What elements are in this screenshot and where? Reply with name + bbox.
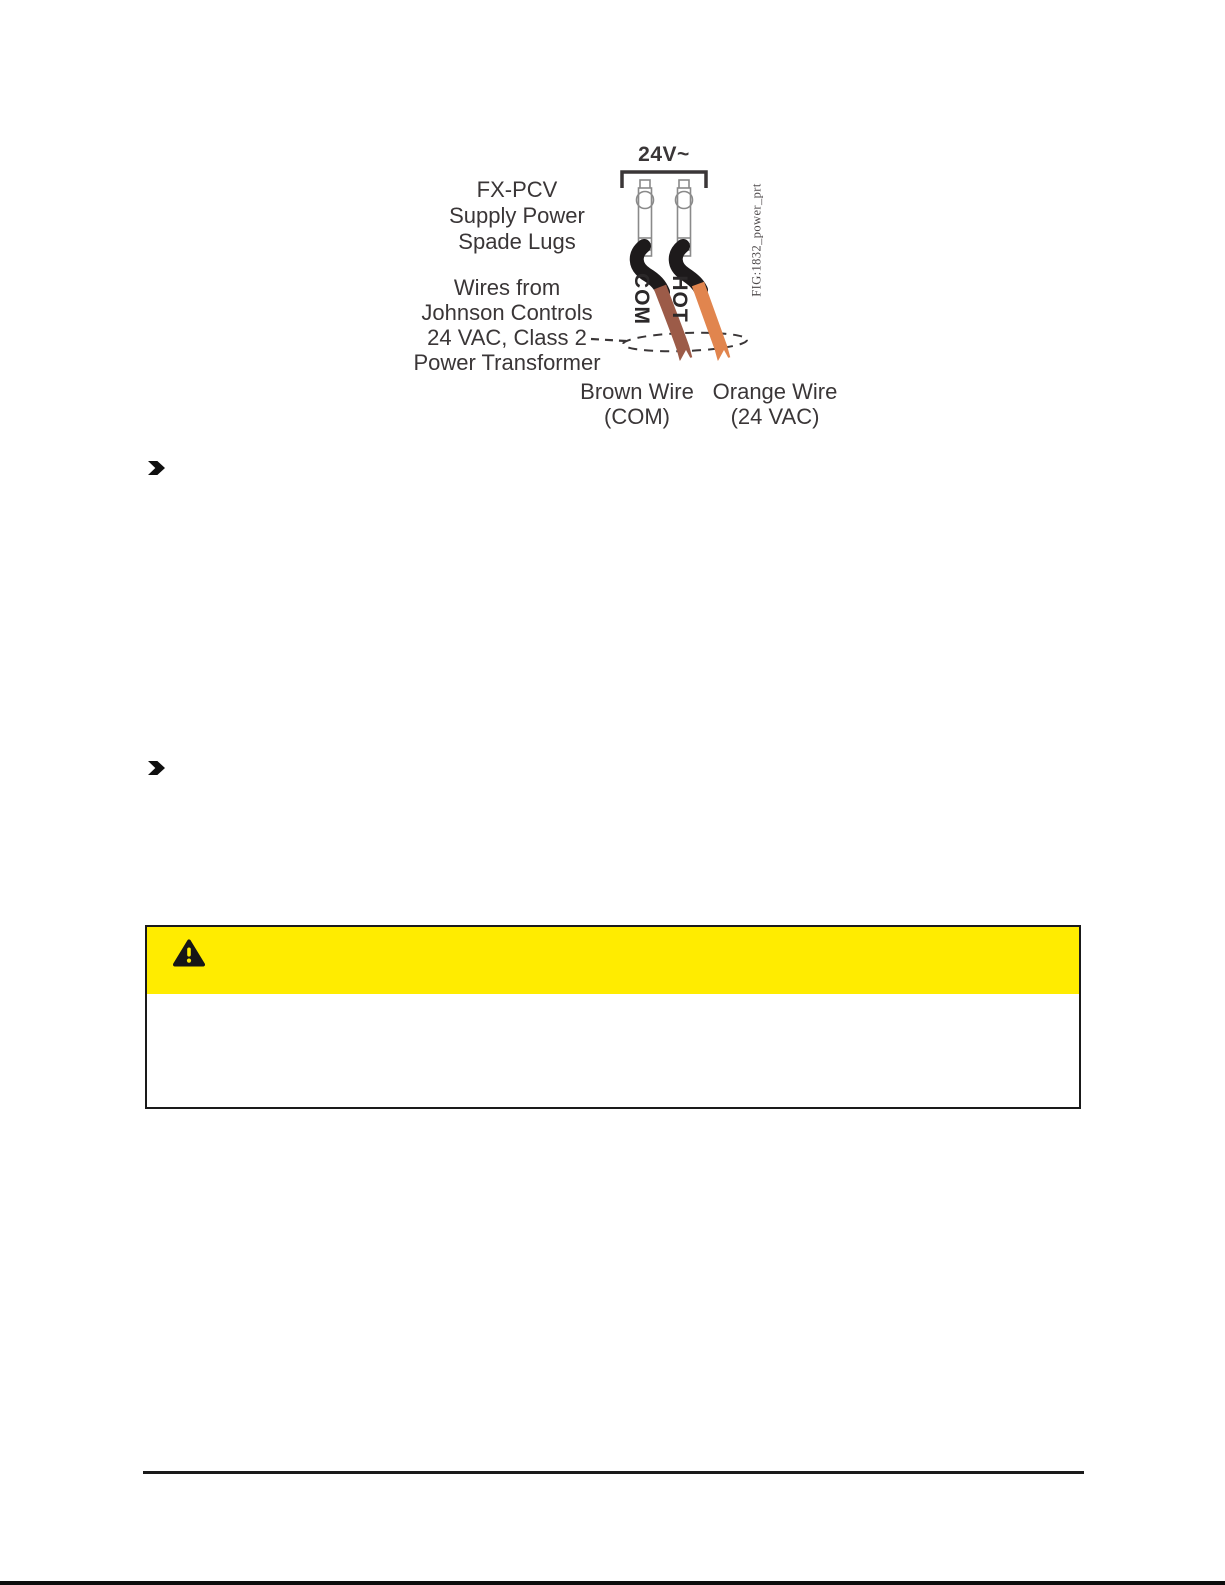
device-label-line: Supply Power [449, 203, 585, 228]
device-label [414, 177, 620, 255]
hot-wire-tag: HOT [668, 275, 691, 323]
com-wire-tag: COM [630, 273, 653, 325]
source-label-line: Johnson Controls [421, 300, 593, 325]
warning-callout-box [145, 925, 1081, 1109]
orange-wire-label [703, 379, 847, 429]
brown-wire-label-line: Brown Wire [580, 379, 694, 404]
orange-wire-label-line: (24 VAC) [730, 404, 820, 429]
orange-wire [698, 284, 724, 359]
source-label-line: 24 VAC, Class 2 [427, 325, 587, 350]
brown-wire-label-line: (COM) [604, 404, 670, 429]
device-label-line: FX-PCV [476, 177, 558, 202]
voltage-label: 24V~ [638, 143, 690, 166]
page-bottom-band [0, 1581, 1225, 1585]
warning-triangle-icon [173, 939, 205, 967]
source-label [394, 275, 620, 375]
orange-wire-label-line: Orange Wire [712, 379, 838, 404]
voltage-bracket [622, 172, 706, 188]
footer-rule [143, 1471, 1084, 1474]
source-label-line: Wires from [453, 275, 561, 300]
chevron-bullet-icon [148, 461, 165, 475]
warning-yellow-band [147, 927, 1079, 994]
source-label-line: Power Transformer [413, 350, 601, 375]
figure-id-caption: FIG:1832_power_prt [749, 183, 764, 297]
brown-wire-label [565, 379, 709, 429]
device-label-line: Spade Lugs [458, 229, 576, 254]
chevron-bullet-icon [148, 761, 165, 775]
